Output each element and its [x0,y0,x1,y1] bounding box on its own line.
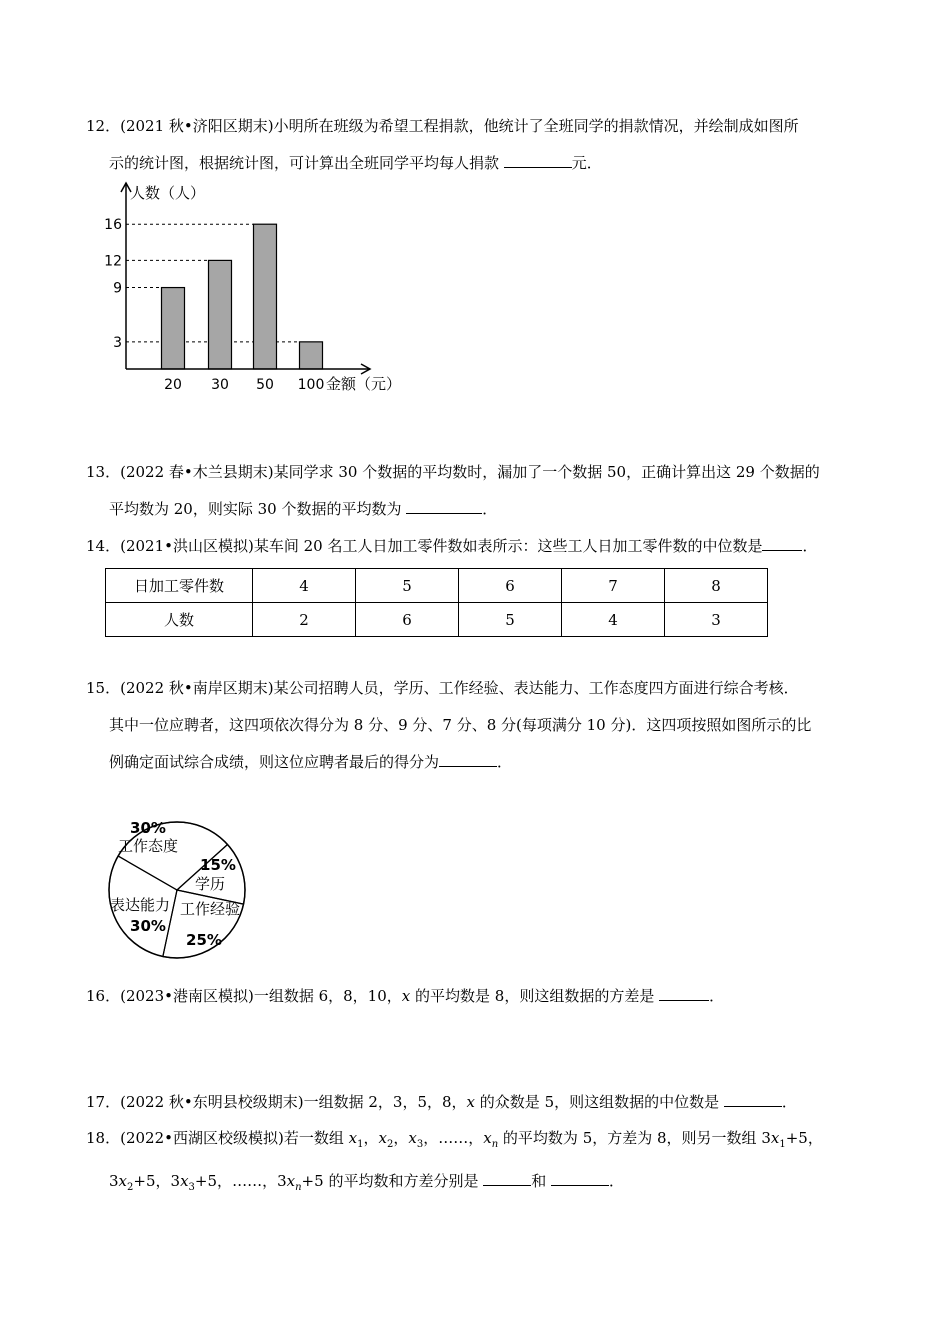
sep: ， [217,1172,233,1190]
sep: ， [393,1129,409,1147]
table-row [106,603,768,637]
table-row [106,569,768,603]
question-text: 的平均数是 8，则这组数据的方差是 [415,987,655,1005]
var-x: x [408,1129,417,1147]
x-tick-label: 100 [297,377,325,393]
question-text: 一组数据 2，3，5，8， [303,1093,467,1111]
question-number: 14． [86,537,121,555]
table-cell: 4 [253,569,356,603]
question-source: (2022•西湖区校级模拟) [120,1129,284,1147]
question-number: 13． [86,463,121,481]
subscript: 3 [416,1139,424,1150]
question-18 [86,1120,876,1206]
question-text: 一组数据 6，8，10， [253,987,402,1005]
subscript: 2 [386,1139,394,1150]
question-12 [86,108,876,182]
var-x: x [180,1172,189,1190]
bar [254,224,277,369]
question-text: 某公司招聘人员，学历、工作经验、表达能力、工作态度四方面进行综合考核． [273,679,799,697]
ellipsis: …… [438,1129,469,1147]
answer-blank[interactable] [504,151,572,168]
coef: 3 [109,1172,119,1190]
table-cell: 5 [356,569,459,603]
slice-percent: 25% [186,931,222,949]
table-cell: 7 [562,569,665,603]
bar [162,288,185,369]
table-cell: 5 [459,603,562,637]
answer-blank[interactable] [659,984,709,1001]
subscript: 3 [188,1182,195,1193]
sep: ， [262,1172,278,1190]
question-source: (2022 秋•南岸区期末) [120,679,274,697]
question-source: (2022 秋•东明县校级期末) [120,1093,304,1111]
bar [209,260,232,369]
slice-label: 表达能力 [109,896,171,914]
subscript: 2 [127,1182,134,1193]
question-text: 某同学求 30 个数据的平均数时，漏加了一个数据 50，正确计算出这 29 个数据的 [273,463,820,481]
var-x: x [286,1172,296,1190]
y-tick-label: 12 [104,253,122,270]
plus-five: +5 [133,1172,156,1190]
plus-five: +5 [785,1129,808,1147]
var-x: x [483,1129,492,1147]
answer-blank[interactable] [406,497,482,514]
subscript: n [491,1139,499,1150]
sep: ， [423,1129,439,1147]
var-x: x [118,1172,128,1190]
table-cell: 日加工零件数 [106,569,253,603]
y-tick-label: 3 [113,334,122,351]
slice-label: 工作经验 [179,900,241,918]
answer-blank[interactable] [551,1169,609,1186]
question-source: (2021•洪山区模拟) [120,537,254,555]
slice-label: 工作态度 [117,837,179,855]
question-text: 平均数为 20，则实际 30 个数据的平均数为 [109,500,402,518]
period: ． [497,753,513,771]
question-number: 18． [86,1129,121,1147]
table-cell: 人数 [106,603,253,637]
var-x: x [770,1129,780,1147]
var-x: x [378,1129,387,1147]
question-13 [86,454,876,528]
question-16 [86,978,876,1015]
and-word: 和 [531,1172,547,1190]
period: ． [802,537,818,555]
period: ． [709,987,725,1005]
question-source: (2022 春•木兰县期末) [120,463,274,481]
question-number: 12． [86,117,121,135]
question-number: 17． [86,1093,121,1111]
question-text: 的平均数和方差分别是 [328,1172,479,1190]
answer-blank[interactable] [762,534,802,551]
answer-blank[interactable] [724,1090,782,1107]
subscript: 1 [357,1139,364,1150]
bar-chart [100,178,420,400]
period: ． [781,1093,797,1111]
table-cell: 3 [665,603,768,637]
question-source: (2023•港南区模拟) [120,987,254,1005]
question-number: 15． [86,679,121,697]
sep: ， [468,1129,484,1147]
table-cell: 6 [459,569,562,603]
variable-x: x [466,1093,476,1111]
ellipsis: …… [232,1172,263,1190]
question-text: 小明所在班级为希望工程捐款，他统计了全班同学的捐款情况，并绘制成如图所 [273,117,799,135]
y-axis-label: 人数（人） [130,184,206,202]
question-15 [86,670,876,781]
question-text: 的众数是 5，则这组数据的中位数是 [479,1093,720,1111]
variable-x: x [401,987,411,1005]
y-tick-label: 9 [113,280,122,297]
table-cell: 4 [562,603,665,637]
table-cell: 6 [356,603,459,637]
pie-chart [100,814,260,964]
slice-percent: 30% [130,917,166,935]
slice-percent: 15% [200,856,236,874]
x-axis-label: 金额（元） [326,375,402,393]
question-text: 某车间 20 名工人日加工零件数如表所示：这些工人日加工零件数的中位数是 [253,537,763,555]
table-cell: 8 [665,569,768,603]
coef: 3 [277,1172,287,1190]
bar [300,342,323,369]
question-text: 示的统计图，根据统计图，可计算出全班同学平均每人捐款 [109,154,500,172]
period: ． [609,1172,625,1190]
question-text: 元． [571,154,602,172]
question-text: 的平均数为 5，方差为 8，则另一数组 3 [502,1129,771,1147]
question-text: 若一数组 [283,1129,344,1147]
question-14 [86,528,876,565]
x-tick-label: 50 [256,377,274,393]
sep: ， [363,1129,379,1147]
plus-five: +5 [301,1172,324,1190]
question-17 [86,1084,876,1121]
slice-percent: 30% [130,819,166,837]
question-text: 例确定面试综合成绩，则这位应聘者最后的得分为 [109,753,440,771]
slice-label: 学历 [194,875,226,893]
sep: ， [807,1129,823,1147]
data-table [105,568,768,637]
answer-blank[interactable] [439,750,497,767]
coef: 3 [170,1172,181,1190]
y-tick-label: 16 [104,217,122,234]
question-number: 16． [86,987,121,1005]
period: ． [482,500,498,518]
question-source: (2021 秋•济阳区期末) [120,117,274,135]
table-cell: 2 [253,603,356,637]
plus-five: +5 [194,1172,218,1190]
var-x: x [348,1129,358,1147]
subscript: 1 [779,1139,786,1150]
x-tick-label: 20 [164,377,182,393]
question-text: 其中一位应聘者，这四项依次得分为 8 分、9 分、7 分、8 分(每项满分 10 分)．这四项按照如图所示的比 [109,716,812,734]
sep: ， [155,1172,171,1190]
x-tick-label: 30 [211,377,229,393]
subscript: n [295,1182,302,1193]
answer-blank[interactable] [483,1169,531,1186]
